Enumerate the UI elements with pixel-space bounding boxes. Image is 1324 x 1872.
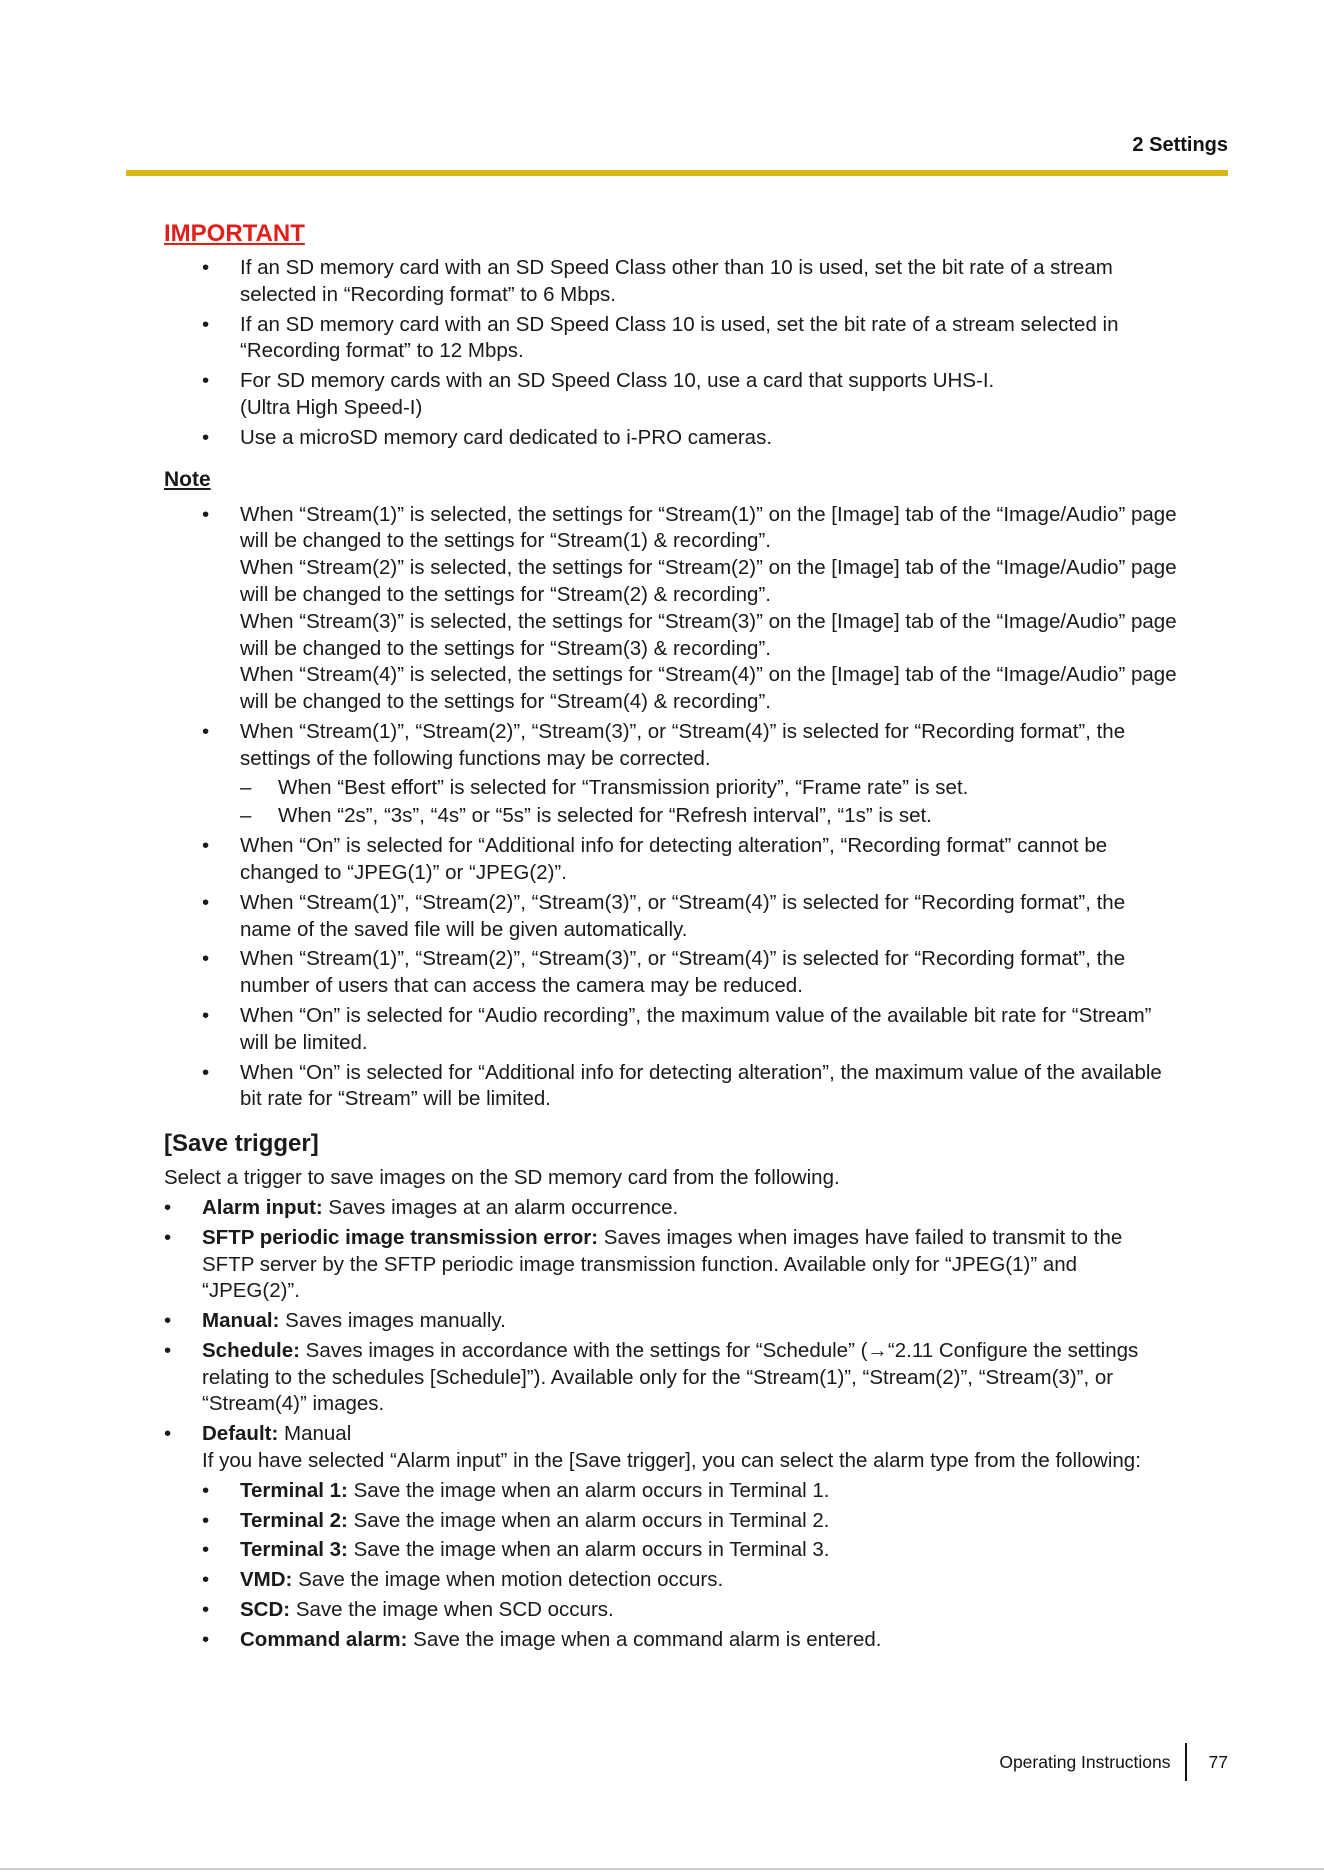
term-text: Save the image when an alarm occurs in Terminal 1. (353, 1478, 830, 1502)
alarm-type-item (164, 1597, 1228, 1624)
note-item (164, 833, 1228, 887)
note-item (164, 1060, 1228, 1114)
term-text: Save the image when SCD occurs. (295, 1598, 614, 1622)
bullet-icon: • (202, 1538, 210, 1562)
term-text: Manual (284, 1422, 352, 1446)
note-item-line: will be changed to the settings for “Stream(4) & recording”. (240, 690, 771, 714)
dash-icon: – (240, 775, 252, 799)
important-item (164, 368, 1228, 422)
term-text: Saves images in accordance with the settings for “Schedule” (→“2.11 Configure the settings (305, 1338, 1139, 1362)
note-item (164, 890, 1228, 944)
note-item (164, 1003, 1228, 1057)
term-text: Save the image when a command alarm is entered. (413, 1627, 882, 1651)
term-text: SFTP server by the SFTP periodic image transmission function. Available only for “JPEG(1)” and (202, 1252, 1078, 1276)
save-trigger-intro: Select a trigger to save images on the SD memory card from the following. (164, 1166, 840, 1190)
important-item-line: If an SD memory card with an SD Speed Class other than 10 is used, set the bit rate of a stream (240, 256, 1113, 279)
bullet-icon: • (202, 1003, 210, 1027)
alarm-type-item (164, 1478, 1228, 1505)
note-item-line: When “Stream(2)” is selected, the settings for “Stream(2)” on the [Image] tab of the “Image/Audio” page (240, 556, 1177, 580)
bullet-icon: • (202, 1568, 210, 1592)
term-label: Alarm input: (202, 1195, 323, 1219)
note-item-line: When “Stream(1)” is selected, the settings for “Stream(1)” on the [Image] tab of the “Image/Audio” page (240, 502, 1177, 526)
header-title: 2 Settings (1132, 134, 1228, 156)
note-item-line: When “Stream(1)”, “Stream(2)”, “Stream(3)”, or “Stream(4)” is selected for “Recording format”, the (240, 719, 1126, 743)
important-heading: IMPORTANT (164, 220, 305, 247)
note-item (164, 719, 1228, 773)
bullet-icon: • (202, 256, 210, 279)
alarm-type-item (164, 1508, 1228, 1535)
note-item-line: will be changed to the settings for “Stream(1) & recording”. (240, 529, 771, 553)
page-footer (999, 1746, 1228, 1778)
term-label: Terminal 2: (240, 1508, 348, 1532)
alarm-type-item (164, 1567, 1228, 1594)
note-item-line: changed to “JPEG(1)” or “JPEG(2)”. (240, 860, 567, 884)
page-number: 77 (1208, 1751, 1228, 1772)
note-item-line: will be changed to the settings for “Stream(2) & recording”. (240, 582, 771, 606)
note-subitem-line: When “Best effort” is selected for “Transmission priority”, “Frame rate” is set. (278, 775, 969, 799)
note-item-line: settings of the following functions may be corrected. (240, 746, 711, 770)
term-label: Terminal 3: (240, 1538, 348, 1562)
note-subitem-line: When “2s”, “3s”, “4s” or “5s” is selected for “Refresh interval”, “1s” is set. (278, 804, 932, 828)
important-item (164, 255, 1228, 309)
term-text: relating to the schedules [Schedule]”). Available only for the “Stream(1)”, “Stream(2)”, “Stream(3)”, or (202, 1365, 1114, 1389)
bullet-icon: • (202, 425, 210, 449)
term-label: VMD: (240, 1568, 293, 1592)
note-item-line: number of users that can access the camera may be reduced. (240, 974, 803, 998)
save-trigger-item (164, 1195, 1228, 1222)
important-item-line: For SD memory cards with an SD Speed Class 10, use a card that supports UHS-I. (240, 369, 995, 393)
term-text: “Stream(4)” images. (202, 1392, 385, 1416)
term-text: Save the image when an alarm occurs in Terminal 2. (353, 1508, 830, 1532)
important-item-line: If an SD memory card with an SD Speed Class 10 is used, set the bit rate of a stream selected in (240, 312, 1119, 336)
save-trigger-item (164, 1308, 1228, 1335)
save-trigger-item (164, 1225, 1228, 1305)
dash-icon: – (240, 804, 252, 828)
bullet-icon: • (164, 1338, 172, 1362)
note-item-line: will be limited. (240, 1030, 368, 1054)
note-item-line: name of the saved file will be given automatically. (240, 917, 688, 941)
note-item-line: bit rate for “Stream” will be limited. (240, 1087, 552, 1111)
bullet-icon: • (202, 1627, 210, 1651)
term-text: Saves images when images have failed to transmit to the (603, 1225, 1123, 1249)
bullet-icon: • (202, 1508, 210, 1532)
note-subitem (164, 803, 1228, 830)
bullet-icon: • (202, 890, 210, 914)
save-trigger-item (164, 1421, 1228, 1475)
bottom-rule (0, 1868, 1324, 1870)
term-text: Save the image when motion detection occurs. (298, 1568, 724, 1592)
page-content (164, 219, 1228, 1655)
bullet-icon: • (202, 369, 210, 393)
term-label: Command alarm: (240, 1627, 408, 1651)
term-text: If you have selected “Alarm input” in the [Save trigger], you can select the alarm type from the following: (202, 1449, 1141, 1473)
note-item-line: When “Stream(3)” is selected, the settings for “Stream(3)” on the [Image] tab of the “Image/Audio” page (240, 609, 1177, 633)
term-text: “JPEG(2)”. (202, 1279, 300, 1303)
bullet-icon: • (202, 719, 210, 743)
bullet-icon: • (164, 1225, 172, 1249)
note-item-line: When “On” is selected for “Additional info for detecting alteration”, the maximum value of the available (240, 1060, 1162, 1084)
bullet-icon: • (202, 1060, 210, 1084)
term-label: SFTP periodic image transmission error: (202, 1225, 599, 1249)
save-trigger-heading: [Save trigger] (164, 1130, 319, 1158)
bullet-icon: • (202, 312, 210, 336)
note-item-line: When “Stream(4)” is selected, the settings for “Stream(4)” on the [Image] tab of the “Image/Audio” page (240, 663, 1177, 687)
important-item (164, 312, 1228, 366)
alarm-type-item (164, 1537, 1228, 1564)
bullet-icon: • (164, 1309, 172, 1333)
note-item-line: When “Stream(1)”, “Stream(2)”, “Stream(3)”, or “Stream(4)” is selected for “Recording format”, the (240, 890, 1126, 914)
important-item (164, 425, 1228, 452)
header-rule (126, 170, 1228, 176)
bullet-icon: • (202, 834, 210, 858)
term-text: Save the image when an alarm occurs in Terminal 3. (353, 1538, 830, 1562)
note-item-line: When “On” is selected for “Additional info for detecting alteration”, “Recording format” cannot be (240, 834, 1108, 858)
note-heading: Note (164, 467, 211, 491)
note-item (164, 946, 1228, 1000)
important-item-line: Use a microSD memory card dedicated to i-PRO cameras. (240, 425, 773, 449)
note-item-line: When “Stream(1)”, “Stream(2)”, “Stream(3)”, or “Stream(4)” is selected for “Recording format”, the (240, 947, 1126, 971)
save-trigger-item (164, 1338, 1228, 1418)
term-label: Default: (202, 1422, 279, 1446)
note-list (164, 502, 1228, 1114)
term-text: Saves images manually. (285, 1309, 506, 1333)
bullet-icon: • (164, 1195, 172, 1219)
term-label: Manual: (202, 1309, 280, 1333)
note-item-line: will be changed to the settings for “Stream(3) & recording”. (240, 636, 771, 660)
term-text: Saves images at an alarm occurrence. (328, 1195, 679, 1219)
bullet-icon: • (202, 1478, 210, 1502)
footer-divider (1185, 1743, 1187, 1781)
important-item-line: (Ultra High Speed-I) (240, 395, 423, 419)
important-list (164, 255, 1228, 452)
bullet-icon: • (164, 1422, 172, 1446)
note-subitem (164, 775, 1228, 802)
note-item (164, 502, 1228, 716)
note-item-line: When “On” is selected for “Audio recording”, the maximum value of the available bit rate for “Stream” (240, 1003, 1152, 1027)
bullet-icon: • (202, 1598, 210, 1622)
footer-label: Operating Instructions (999, 1751, 1171, 1772)
bullet-icon: • (202, 502, 210, 526)
term-label: SCD: (240, 1598, 291, 1622)
important-item-line: selected in “Recording format” to 6 Mbps. (240, 282, 616, 306)
term-label: Schedule: (202, 1338, 300, 1362)
term-label: Terminal 1: (240, 1478, 348, 1502)
important-item-line: “Recording format” to 12 Mbps. (240, 339, 524, 363)
alarm-type-item (164, 1627, 1228, 1654)
save-trigger-list (164, 1195, 1228, 1654)
bullet-icon: • (202, 947, 210, 971)
